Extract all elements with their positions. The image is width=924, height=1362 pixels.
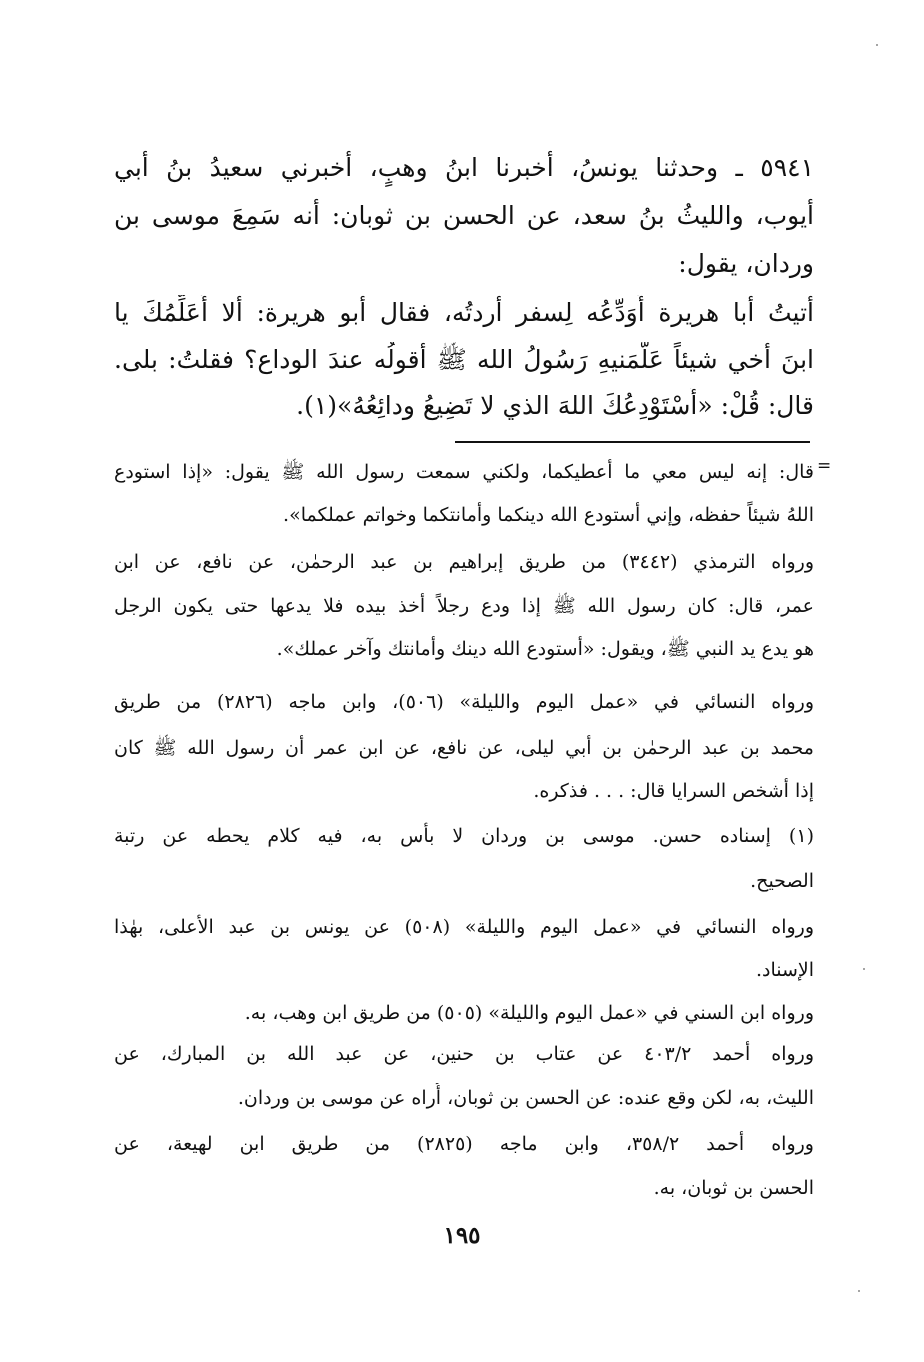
footnote-line: الصحيح.: [750, 870, 814, 892]
footnote-line: عمر، قال: كان رسول الله ﷺ إذا ودع رجلاً أخذ بيده فلا يدعها حتى يكون الرجل: [114, 595, 814, 617]
footnote-line: ورواه الترمذي (٣٤٤٢) من طريق إبراهيم بن عبد الرحمٰن، عن نافع، عن ابن: [114, 551, 814, 573]
footnote-separator: [455, 441, 810, 443]
footnote-line: الحسن بن ثوبان، به.: [653, 1177, 814, 1199]
footnote-line: الإسناد.: [755, 959, 814, 981]
scan-speck: [863, 968, 865, 970]
footnote-line: هو يدع يد النبي ﷺ، ويقول: «أستودع الله دينك وأمانتك وآخر عملك».: [276, 638, 814, 660]
footnote-line: ورواه أحمد ٣٥٨/٢، وابن ماجه (٢٨٢٥) من طريق ابن لهيعة، عن: [114, 1133, 814, 1155]
footnote-line: ورواه ابن السني في «عمل اليوم والليلة» (٥٠٥) من طريق ابن وهب، به.: [244, 1002, 814, 1024]
hadith-line: أيوب، والليثُ بنُ سعد، عن الحسن بن ثوبان: أنه سَمِعَ موسى بن: [114, 201, 814, 230]
footnote-line: الليث، به، لكن وقع عنده: عن الحسن بن ثوبان، أُراه عن موسى بن وردان.: [237, 1087, 814, 1109]
footnote-continuation-mark: =: [817, 456, 832, 476]
footnote-line: اللهُ شيئاً حفظه، وإني أستودع الله دينكما وأمانتكما وخواتم عملكما».: [283, 504, 814, 526]
footnote-line: محمد بن عبد الرحمٰن بن أبي ليلى، عن نافع، عن ابن عمر أن رسول الله ﷺ كان: [114, 737, 814, 759]
footnote-line: ورواه النسائي في «عمل اليوم والليلة» (٥٠٦)، وابن ماجه (٢٨٢٦) من طريق: [114, 691, 814, 713]
hadith-line: أتيتُ أبا هريرة أُوَدِّعُه لِسفر أردتُه، فقال أبو هريرة: ألا أُعَلِّمُكَ يا: [114, 298, 814, 327]
page-number: ١٩٥: [443, 1222, 481, 1249]
scan-speck: [858, 1290, 860, 1292]
footnote-line: (١) إسناده حسن. موسى بن وردان لا بأس به، فيه كلام يحطه عن رتبة: [114, 825, 814, 847]
hadith-line: قال: قُلْ: «أَسْتَوْدِعُكَ اللهَ الذي لا تَضِيعُ ودائِعُهُ»(١).: [296, 391, 814, 420]
footnote-line: إذا أشخص السرايا قال: . . . فذكره.: [533, 780, 814, 802]
hadith-line: ابنَ أخي شيئاً عَلَّمَنيهِ رَسُولُ الله ﷺ أقولُه عندَ الوداع؟ فقلتُ: بلى.: [114, 345, 814, 374]
footnote-line: ورواه أحمد ٤٠٣/٢ عن عتاب بن حنين، عن عبد الله بن المبارك، عن: [114, 1043, 814, 1065]
footnote-line: قال: إنه ليس معي ما أعطيكما، ولكني سمعت رسول الله ﷺ يقول: «إذا استودع: [114, 461, 814, 483]
scan-speck: [876, 44, 878, 46]
footnote-line: ورواه النسائي في «عمل اليوم والليلة» (٥٠٨) عن يونس بن عبد الأعلى، بهٰذا: [114, 916, 814, 938]
hadith-line: وردان، يقول:: [678, 249, 814, 278]
hadith-line: ٥٩٤١ ـ وحدثنا يونسُ، أخبرنا ابنُ وهبٍ، أخبرني سعيدُ بنُ أبي: [114, 153, 814, 182]
